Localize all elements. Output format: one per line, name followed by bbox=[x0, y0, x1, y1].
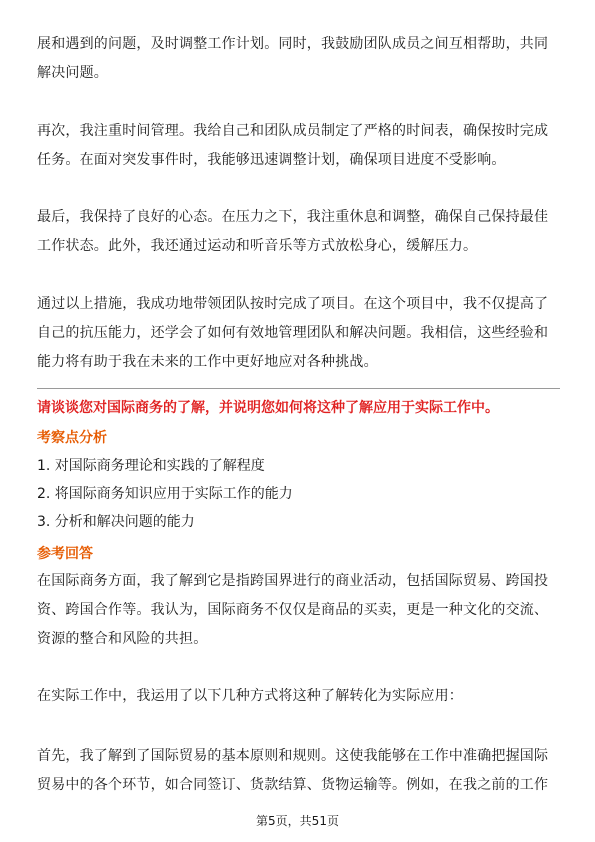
paragraph-conclusion: 通过以上措施，我成功地带领团队按时完成了项目。在这个项目中，我不仅提高了自己的抗压能力，还学会了如何有效地管理团队和解决问题。我相信，这些经验和能力将有助于我在未来的工作中更好地应对各种挑战。 bbox=[37, 296, 549, 370]
analysis-heading: 考察点分析 bbox=[37, 430, 107, 446]
analysis-item: 3. 分析和解决问题的能力 bbox=[37, 514, 195, 530]
answer-heading: 参考回答 bbox=[37, 546, 93, 562]
answer-paragraph-intro: 在国际商务方面，我了解到它是指跨国界进行的商业活动，包括国际贸易、跨国投资、跨国合作等。我认为，国际商务不仅仅是商品的买卖，更是一种文化的交流、资源的整合和风险的共担。 bbox=[37, 573, 549, 647]
answer-paragraph-first: 首先，我了解到了国际贸易的基本原则和规则。这使我能够在工作中准确把握国际贸易中的各个环节，如合同签订、货款结算、货物运输等。例如，在我之前的工作 bbox=[37, 748, 549, 793]
paragraph-time-management: 再次，我注重时间管理。我给自己和团队成员制定了严格的时间表，确保按时完成任务。在面对突发事件时，我能够迅速调整计划，确保项目进度不受影响。 bbox=[37, 123, 549, 168]
analysis-item: 1. 对国际商务理论和实践的了解程度 bbox=[37, 458, 265, 474]
interview-question: 请谈谈您对国际商务的了解，并说明您如何将这种了解应用于实际工作中。 bbox=[37, 400, 499, 416]
answer-paragraph-application: 在实际工作中，我运用了以下几种方式将这种了解转化为实际应用： bbox=[37, 688, 463, 704]
section-divider bbox=[37, 388, 560, 389]
page-number-footer: 第5页，共51页 bbox=[256, 814, 339, 828]
paragraph-mindset: 最后，我保持了良好的心态。在压力之下，我注重休息和调整，确保自己保持最佳工作状态。此外，我还通过运动和听音乐等方式放松身心，缓解压力。 bbox=[37, 209, 549, 254]
analysis-item: 2. 将国际商务知识应用于实际工作的能力 bbox=[37, 486, 293, 502]
paragraph-team-communication: 展和遇到的问题，及时调整工作计划。同时，我鼓励团队成员之间互相帮助，共同解决问题。 bbox=[37, 36, 549, 81]
